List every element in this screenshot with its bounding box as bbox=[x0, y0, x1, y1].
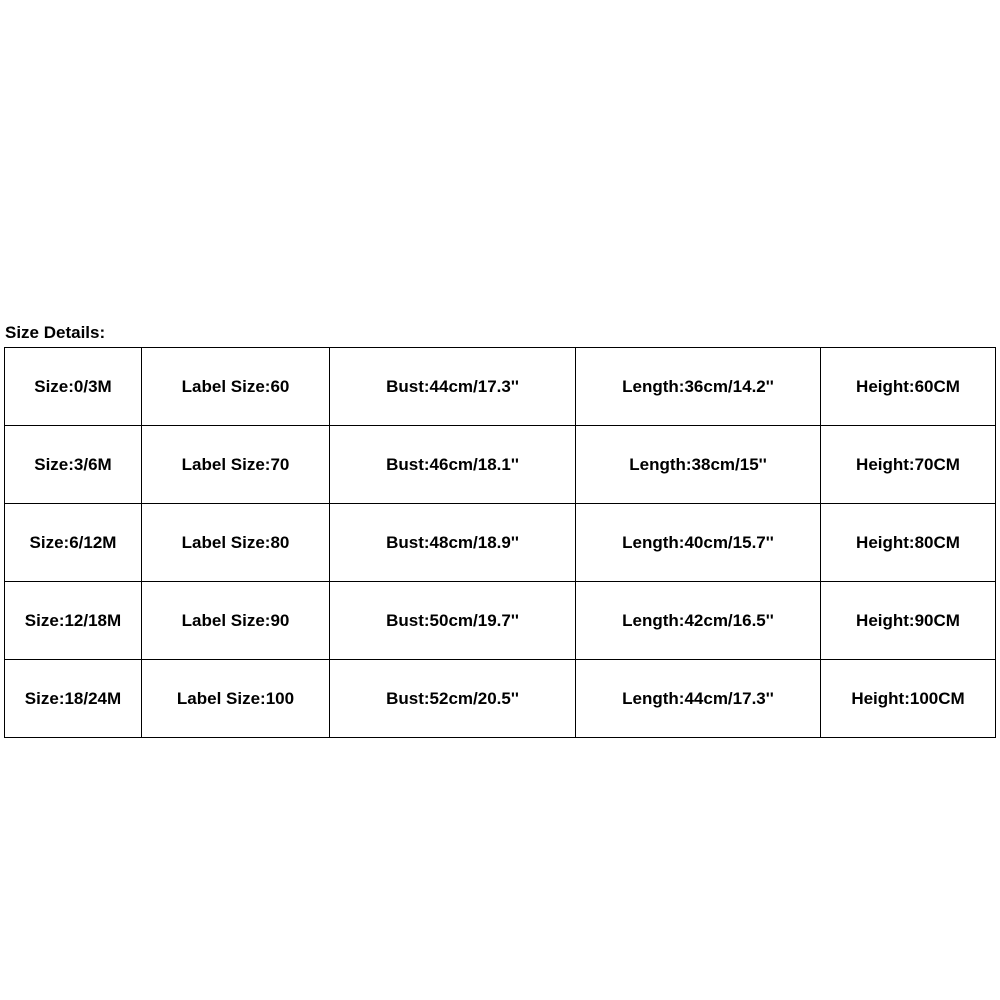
table-row bbox=[5, 426, 996, 504]
label-size-cell: Label Size:100 bbox=[142, 660, 330, 738]
size-details-table bbox=[4, 347, 996, 738]
height-cell: Height:60CM bbox=[821, 348, 996, 426]
table-row bbox=[5, 504, 996, 582]
size-cell: Size:3/6M bbox=[5, 426, 142, 504]
length-cell: Length:40cm/15.7'' bbox=[576, 504, 821, 582]
length-cell: Length:42cm/16.5'' bbox=[576, 582, 821, 660]
table-row bbox=[5, 348, 996, 426]
size-cell: Size:18/24M bbox=[5, 660, 142, 738]
label-size-cell: Label Size:90 bbox=[142, 582, 330, 660]
size-cell: Size:12/18M bbox=[5, 582, 142, 660]
length-cell: Length:44cm/17.3'' bbox=[576, 660, 821, 738]
bust-cell: Bust:50cm/19.7'' bbox=[330, 582, 576, 660]
table-row bbox=[5, 582, 996, 660]
bust-cell: Bust:52cm/20.5'' bbox=[330, 660, 576, 738]
size-cell: Size:0/3M bbox=[5, 348, 142, 426]
height-cell: Height:100CM bbox=[821, 660, 996, 738]
length-cell: Length:36cm/14.2'' bbox=[576, 348, 821, 426]
height-cell: Height:70CM bbox=[821, 426, 996, 504]
length-cell: Length:38cm/15'' bbox=[576, 426, 821, 504]
size-cell: Size:6/12M bbox=[5, 504, 142, 582]
label-size-cell: Label Size:70 bbox=[142, 426, 330, 504]
height-cell: Height:80CM bbox=[821, 504, 996, 582]
size-details-title: Size Details: bbox=[5, 323, 106, 342]
bust-cell: Bust:46cm/18.1'' bbox=[330, 426, 576, 504]
label-size-cell: Label Size:60 bbox=[142, 348, 330, 426]
bust-cell: Bust:44cm/17.3'' bbox=[330, 348, 576, 426]
bust-cell: Bust:48cm/18.9'' bbox=[330, 504, 576, 582]
height-cell: Height:90CM bbox=[821, 582, 996, 660]
table-row bbox=[5, 660, 996, 738]
label-size-cell: Label Size:80 bbox=[142, 504, 330, 582]
